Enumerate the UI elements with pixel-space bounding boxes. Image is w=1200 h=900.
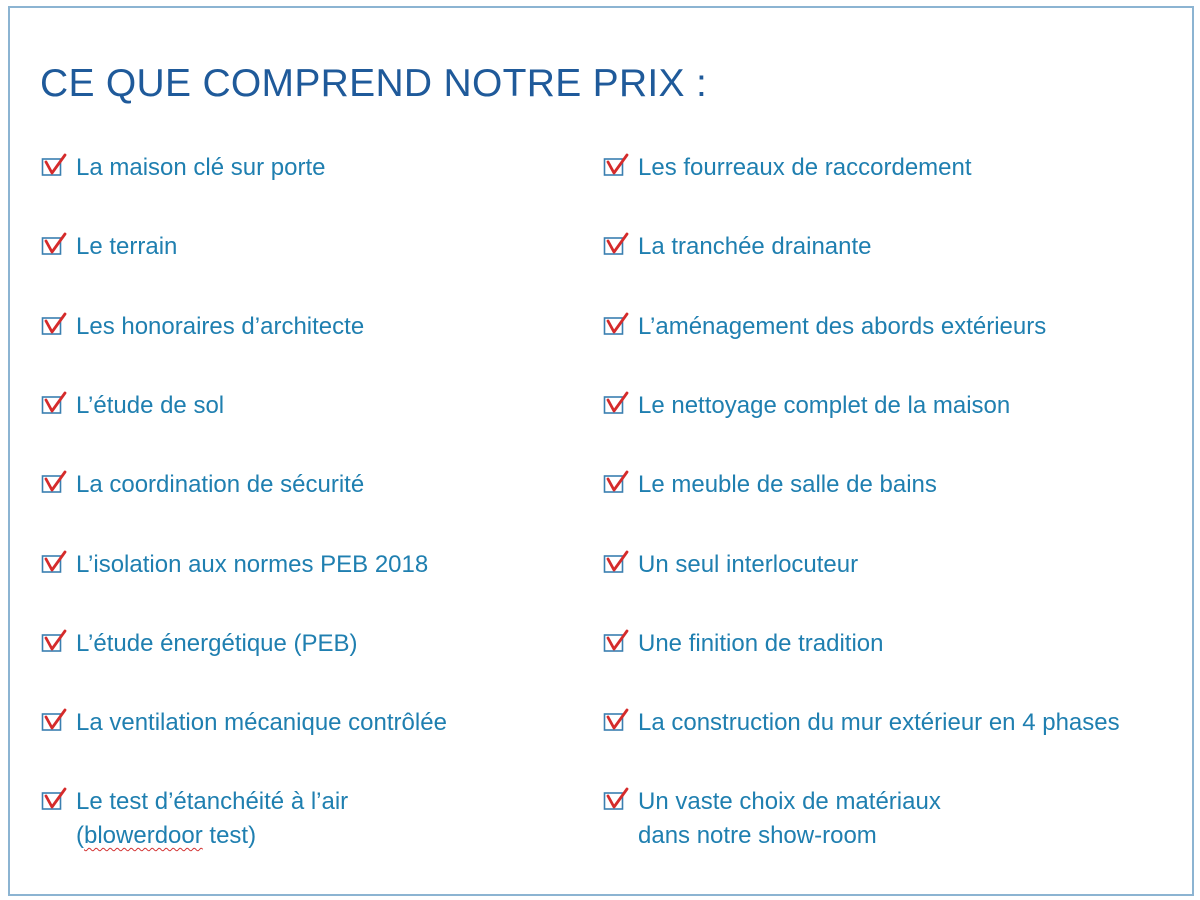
list-item-label: Les fourreaux de raccordement: [638, 154, 972, 181]
page-title: CE QUE COMPREND NOTRE PRIX :: [40, 62, 708, 105]
list-item-label: L’isolation aux normes PEB 2018: [76, 551, 429, 578]
list-item: [40, 468, 364, 502]
list-item-label: Le terrain: [76, 233, 178, 260]
checkbox-check-icon: [602, 470, 632, 496]
checkbox-check-icon: [602, 787, 632, 813]
list-item-label: L’étude de sol: [76, 392, 225, 419]
list-item-label: La construction du mur extérieur en 4 phases: [638, 709, 1120, 736]
checkbox-check-icon: [40, 787, 70, 813]
list-item: [40, 230, 177, 264]
checkbox-check-icon: [40, 550, 70, 576]
list-item: [602, 468, 937, 502]
checkbox-check-icon: [602, 153, 632, 179]
list-item-label: Le nettoyage complet de la maison: [638, 392, 1011, 419]
list-item: [40, 548, 428, 582]
list-item: [602, 627, 883, 661]
list-item-line1: Un vaste choix de matériaux: [638, 788, 941, 815]
list-item-line2: dans notre show-room: [638, 822, 877, 849]
list-item: [40, 389, 224, 423]
list-item-label: La tranchée drainante: [638, 233, 872, 260]
paren-open: (: [76, 822, 84, 849]
checkbox-check-icon: [602, 708, 632, 734]
checkbox-check-icon: [40, 708, 70, 734]
checkbox-check-icon: [602, 312, 632, 338]
list-item: [40, 706, 447, 740]
list-item-line2-rest: test): [202, 822, 257, 849]
list-item: [602, 706, 1120, 740]
list-item-label: [76, 785, 348, 853]
checkbox-check-icon: [40, 391, 70, 417]
list-item-label: Un seul interlocuteur: [638, 551, 859, 578]
list-item: [602, 389, 1010, 423]
checkbox-check-icon: [40, 232, 70, 258]
list-item-label: [638, 785, 941, 853]
list-item: [40, 785, 348, 853]
list-item-line2: [76, 819, 348, 853]
list-item: [602, 785, 941, 853]
list-item: [40, 627, 358, 661]
list-item-line1: Le test d’étanchéité à l’air: [76, 788, 349, 815]
list-item: [40, 151, 325, 185]
list-item: [40, 310, 364, 344]
list-item-label: La maison clé sur porte: [76, 154, 326, 181]
list-item-label: Le meuble de salle de bains: [638, 471, 937, 498]
list-item-label: L’aménagement des abords extérieurs: [638, 313, 1047, 340]
list-item: [602, 548, 858, 582]
list-item-label: L’étude énergétique (PEB): [76, 630, 358, 657]
checkbox-check-icon: [40, 312, 70, 338]
list-item: [602, 151, 972, 185]
content-frame: [8, 6, 1194, 896]
checkbox-check-icon: [40, 629, 70, 655]
checkbox-check-icon: [40, 470, 70, 496]
list-item-label: La coordination de sécurité: [76, 471, 365, 498]
checkbox-check-icon: [602, 550, 632, 576]
list-item: [602, 310, 1046, 344]
checkbox-check-icon: [40, 153, 70, 179]
checkbox-check-icon: [602, 232, 632, 258]
checkbox-check-icon: [602, 391, 632, 417]
checkbox-check-icon: [602, 629, 632, 655]
list-item-label: Une finition de tradition: [638, 630, 884, 657]
list-item-label: Les honoraires d’architecte: [76, 313, 365, 340]
spellcheck-underlined-word: blowerdoor: [84, 822, 203, 849]
list-item-label: La ventilation mécanique contrôlée: [76, 709, 447, 736]
list-item: [602, 230, 872, 264]
